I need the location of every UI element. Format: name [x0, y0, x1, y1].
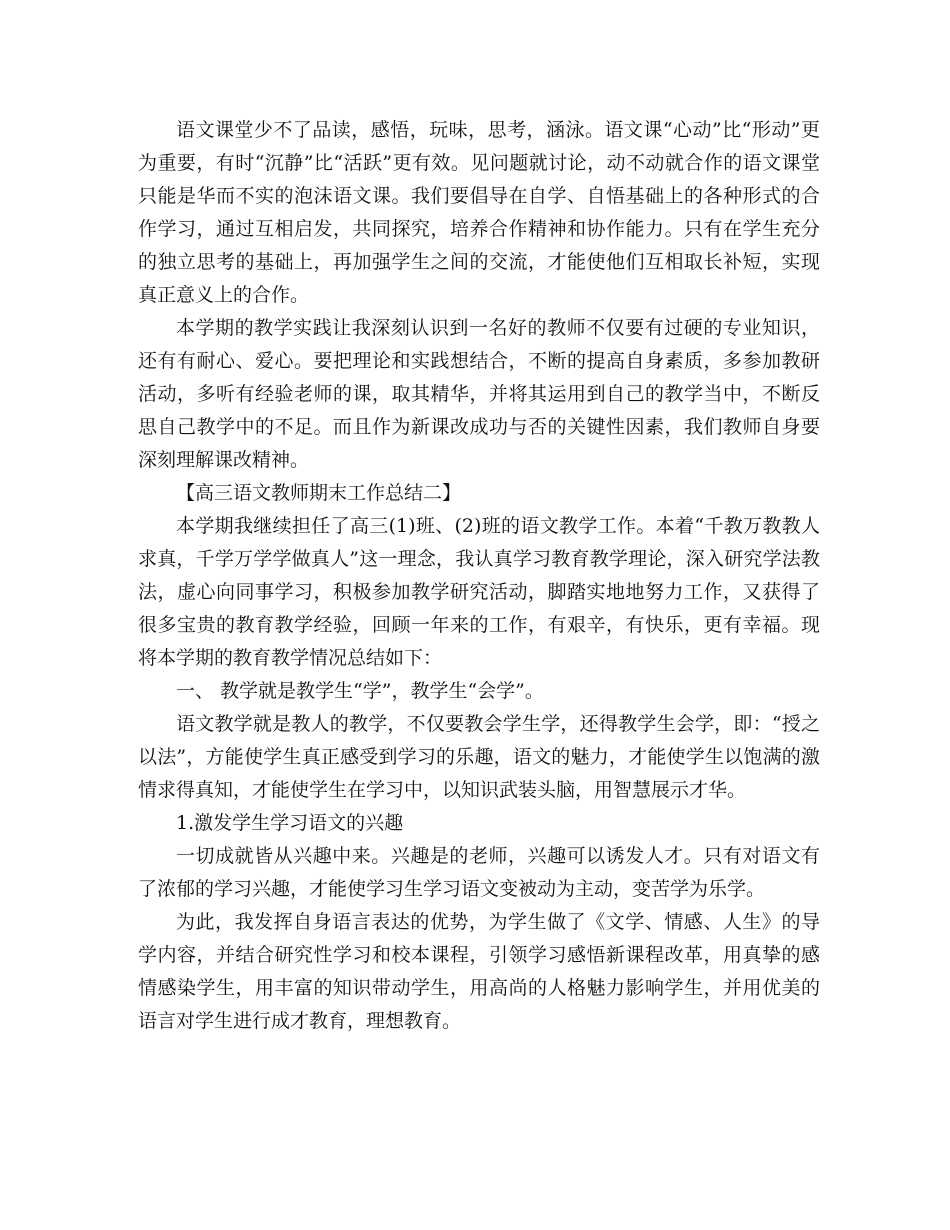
paragraph-guided-learning: 为此，我发挥自身语言表达的优势，为学生做了《文学、情感、人生》的导学内容，并结合研究性学习和校本课程，引领学习感悟新课程改革，用真挚的感情感染学生，用丰富的知识带动学生，用高尚的人格魅力影响学生，并用优美的语言对学生进行成才教育，理想教育。: [138, 911, 820, 1032]
paragraph-teaching-method: 语文教学就是教人的教学，不仅要教会学生学，还得教学生会学，即：“授之以法”，方能使学生真正感受到学习的乐趣，语文的魅力，才能使学生以饱满的激情求得真知，才能使学生在学习中，以知识武装头脑，用智慧展示才华。: [138, 713, 820, 801]
document-body: [138, 114, 820, 1038]
paragraph-teaching-practice: 本学期的教学实践让我深刻认识到一名好的教师不仅要有过硬的专业知识，还有有耐心、爱心。要把理论和实践想结合，不断的提高自身素质，多参加教研活动，多听有经验老师的课，取其精华，并将其运用到自己的教学当中，不断反思自己教学中的不足。而且作为新课改成功与否的关键性因素，我们教师自身要深刻理解课改精神。: [138, 317, 820, 471]
subheading-stimulate-interest: 1.激发学生学习语文的兴趣: [176, 812, 404, 834]
section-heading-summary-two: 【高三语文教师期末工作总结二】: [176, 482, 462, 504]
paragraph-semester-overview: 本学期我继续担任了高三(1)班、(2)班的语文教学工作。本着“千教万教教人求真，千学万学学做真人”这一理念，我认真学习教育教学理论，深入研究学法教法，虚心向同事学习，积极参加教学研究活动，脚踏实地地努力工作，又获得了很多宝贵的教育教学经验，回顾一年来的工作，有艰辛，有快乐，更有幸福。现将本学期的教育教学情况总结如下：: [138, 515, 820, 669]
paragraph-interest: 一切成就皆从兴趣中来。兴趣是的老师，兴趣可以诱发人才。只有对语文有了浓郁的学习兴趣，才能使学习生学习语文变被动为主动，变苦学为乐学。: [138, 845, 820, 900]
paragraph-classroom-reflection: 语文课堂少不了品读，感悟，玩味，思考，涵泳。语文课“心动”比“形动”更为重要，有时“沉静”比“活跃”更有效。见问题就讨论，动不动就合作的语文课堂只能是华而不实的泡沫语文课。我们要倡导在自学、自悟基础上的各种形式的合作学习，通过互相启发，共同探究，培养合作精神和协作能力。只有在学生充分的独立思考的基础上，再加强学生之间的交流，才能使他们互相取长补短，实现真正意义上的合作。: [138, 119, 820, 306]
section-heading-teach-learning: 一、 教学就是教学生“学”，教学生“会学”。: [176, 680, 544, 702]
